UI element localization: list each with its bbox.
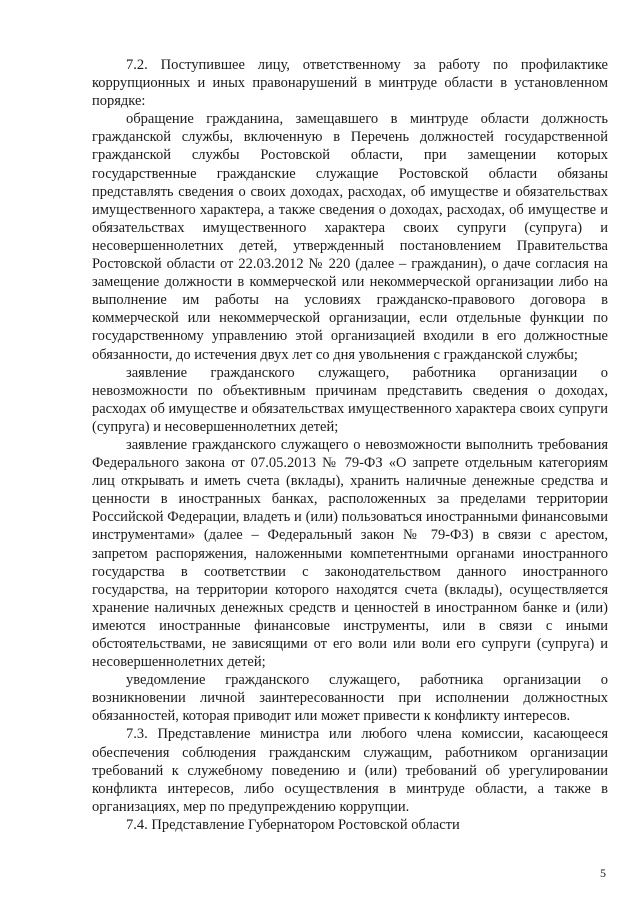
document-body (92, 56, 608, 834)
paragraph-statement-79fz: заявление гражданского служащего о невозможности выполнить требования Федерального закона от 07.05.2013 № 79-ФЗ «О запрете отдельным категориям лиц открывать и иметь счета (вклады), хранить наличные денежные средства и ценности в иностранных банках, расположенных за пределами территории Российской Федерации, владеть и (или) пользоваться иностранными финансовыми инструментами» (далее – Федеральный закон № 79-ФЗ) в связи с арестом, запретом распоряжения, наложенными компетентными органами иностранного государства в соответствии с законодательством данного иностранного государства, на территории которого находятся счета (вклады), осуществляется хранение наличных денежных средств и ценностей в иностранном банке и (или) имеются иностранные финансовые инструменты, или в связи с иными обстоятельствами, не зависящими от его воли или воли его супруги (супруга) и несовершеннолетних детей; (92, 436, 608, 671)
paragraph-7-4: 7.4. Представление Губернатором Ростовской области (126, 816, 460, 833)
page-number: 5 (600, 866, 606, 880)
paragraph-citizen-appeal: обращение гражданина, замещавшего в минтруде области должность гражданской службы, включенную в Перечень должностей государственной гражданской службы Ростовской области, при замещении которых государственные гражданские служащие Ростовской области обязаны представлять сведения о своих доходах, расходах, об имуществе и обязательствах имущественного характера, а также сведения о доходах, расходах, об имуществе и обязательствах имущественного характера своих супруги (супруга) и несовершеннолетних детей, утвержденный постановлением Правительства Ростовской области от 22.03.2012 № 220 (далее – гражданин), о даче согласия на замещение должности в коммерческой или некоммерческой организации либо на выполнение им работы на условиях гражданско-правового договора в коммерческой или некоммерческой организации, если отдельные функции по государственному управлению этой организацией входили в его должностные обязанности, до истечения двух лет со дня увольнения с гражданской службы; (92, 111, 608, 363)
paragraph-notice-conflict: уведомление гражданского служащего, работника организации о возникновении личной заинтересованности при исполнении должностных обязанностей, которая приводит или может привести к конфликту интересов. (92, 672, 608, 725)
paragraph-statement-income: заявление гражданского служащего, работника организации о невозможности по объективным причинам представить сведения о доходах, расходах об имуществе и обязательствах имущественного характера своих супруги (супруга) и несовершеннолетних детей; (92, 364, 608, 435)
paragraph-7-2: 7.2. Поступившее лицу, ответственному за работу по профилактике коррупционных и иных правонарушений в минтруде области в установленном порядке: (92, 57, 608, 110)
paragraph-7-3: 7.3. Представление министра или любого члена комиссии, касающееся обеспечения соблюдения гражданским служащим, работником организации требований к служебному поведению и (или) требований об урегулировании конфликта интересов, либо осуществления в минтруде области, а также в организациях, мер по предупреждению коррупции. (92, 726, 608, 815)
